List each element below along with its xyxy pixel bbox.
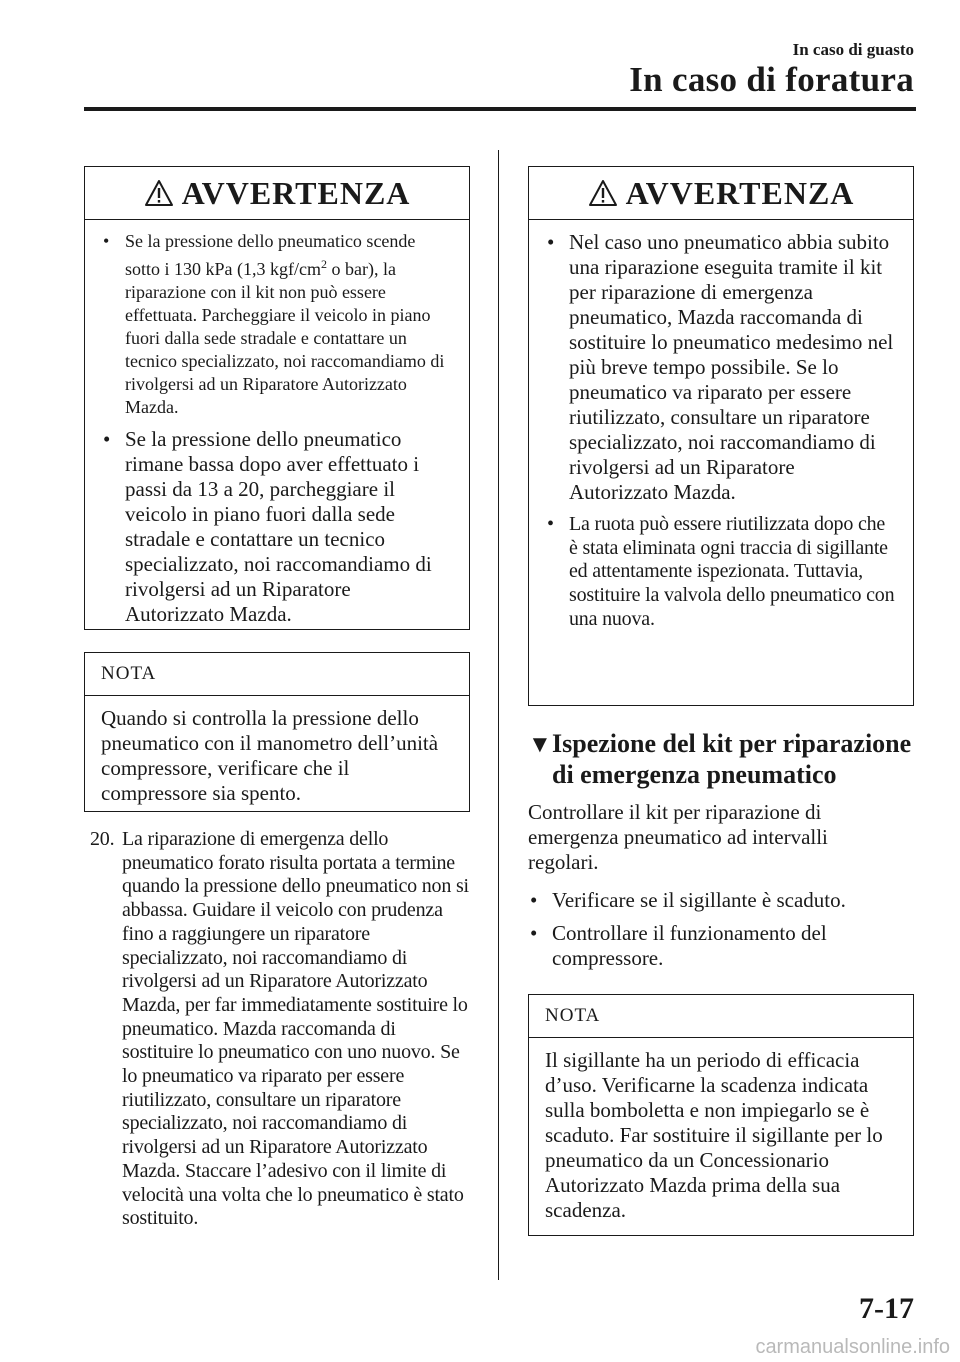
warning-box-left	[84, 166, 470, 630]
column-divider	[498, 150, 499, 1280]
page-number: 7-17	[859, 1292, 914, 1325]
warning-item: • Se la pressione dello pneumatico scende sotto i 130 kPa (1,3 kgf/$cm^2$ o bar), la riparazione con il kit non può essere effettuata. Parcheggiare il veicolo in piano fuori dalla sede stradale e contattare un tecnico specializzato, noi raccomandiamo di rivolgersi ad un Riparatore Autorizzato Mazda.	[101, 230, 453, 419]
section-heading	[528, 728, 918, 790]
warning-box-right	[528, 166, 914, 706]
warning-header	[529, 167, 913, 220]
note-text: Quando si controlla la pressione dello pneumatico con il manometro dell’unità compressore, verificare che il compressore sia spento.	[101, 706, 439, 805]
warning-item: • Nel caso uno pneumatico abbia subito una riparazione eseguita tramite il kit per riparazione di emergenza pneumatico, Mazda raccomanda di sostituire lo pneumatico medesimo nel più breve tempo possibile. Se lo pneumatico va riparato per essere riutilizzato, consultare un riparatore specializzato, noi raccomandiamo di rivolgersi ad un Riparatore Autorizzato Mazda.	[545, 230, 897, 505]
step-text: La riparazione di emergenza dello pneumatico forato risulta portata a termine quando la pressione dello pneumatico non si abbassa. Guidare il veicolo con prudenza fino a raggiungere un riparatore specializzato, noi raccomandiamo di rivolgersi ad un Riparatore Autorizzato Mazda, per far immediatamente sostituire lo pneumatico. Mazda raccomanda di sostituire lo pneumatico con uno nuovo. Se lo pneumatico va riparato per essere riutilizzato, consultare un riparatore specializzato, noi raccomandiamo di rivolgersi ad un Riparatore Autorizzato Mazda. Staccare l’adesivo con il limite di velocità una volta che lo pneumatico è stato sostituito.	[122, 828, 469, 1230]
section-intro: Controllare il kit per riparazione di emergenza pneumatico ad intervalli regolari.	[528, 800, 828, 874]
watermark: carmanualsonline.info	[755, 1336, 950, 1358]
warning-header	[85, 167, 469, 220]
warning-triangle-icon	[588, 179, 618, 207]
warning-item: • La ruota può essere riutilizzata dopo che è stata eliminata ogni traccia di sigillante ed attentamente ispezionata. Tuttavia, sostituire la valvola dello pneumatico con una nuova.	[545, 513, 897, 632]
warning-item: • Se la pressione dello pneumatico rimane bassa dopo aver effettuato i passi da 13 a 20, parcheggiare il veicolo in piano fuori dalla sede stradale e contattare un tecnico specializzato, noi raccomandiamo di rivolgersi ad un Riparatore Autorizzato Mazda.	[101, 427, 453, 627]
section-heading-text: Ispezione del kit per riparazione di emergenza pneumatico	[552, 729, 912, 789]
page-title: In caso di foratura	[629, 60, 914, 99]
list-item: • Verificare se il sigillante è scaduto.	[528, 888, 908, 913]
list-item: • Controllare il funzionamento del compressore.	[528, 921, 908, 971]
warning-heading: AVVERTENZA	[181, 174, 411, 211]
triangle-marker-icon: ▼	[528, 732, 552, 758]
step-number: 20.	[90, 828, 115, 850]
warning-heading: AVVERTENZA	[625, 174, 855, 211]
note-box-left	[84, 652, 470, 812]
step-20	[90, 828, 470, 1231]
note-heading: NOTA	[529, 995, 913, 1038]
note-text: Il sigillante ha un periodo di efficacia d’uso. Verificarne la scadenza indicata sulla bomboletta e non impiegarlo se è scaduto. Far sostituire il sigillante per lo pneumatico da un Concessionario Autorizzato Mazda prima della sua scadenza.	[545, 1048, 883, 1222]
note-heading: NOTA	[85, 653, 469, 696]
header-rule	[84, 107, 916, 111]
section-title: In caso di guasto	[792, 40, 914, 59]
inspection-checklist	[528, 888, 908, 971]
warning-triangle-icon	[144, 179, 174, 207]
note-box-right	[528, 994, 914, 1236]
